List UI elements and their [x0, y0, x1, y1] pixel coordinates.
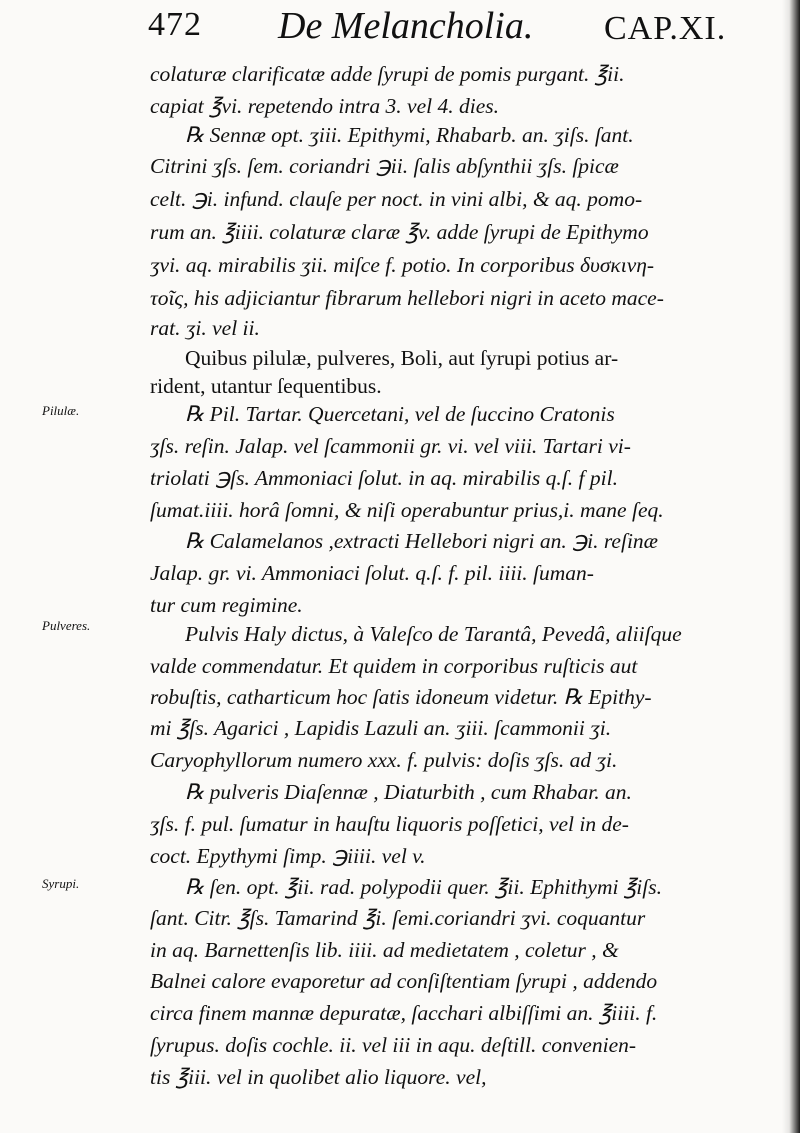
text-line: rum an. ℥iiii. colaturæ claræ ℥v. adde ſyrupi de Epithymo	[150, 220, 649, 244]
text-line: ℞ ſen. opt. ℥ii. rad. polypodii quer. ℥ii. Ephithymi ℥iſs.	[185, 875, 662, 899]
text-line: coct. Epythymi ſimp. ℈iiii. vel v.	[150, 844, 426, 868]
running-title: De Melancholia.	[278, 5, 534, 47]
text-line: ʒvi. aq. mirabilis ʒii. miſce f. potio. In corporibus δυσκινη-	[150, 253, 655, 277]
text-line: Caryophyllorum numero xxx. f. pulvis: doſis ʒſs. ad ʒi.	[150, 748, 618, 772]
margin-note-pulveres: Pulveres.	[42, 618, 91, 633]
page-edge-shadow	[782, 0, 800, 1133]
page-header	[148, 4, 748, 52]
text-line: tis ℥iii. vel in quolibet alio liquore. vel,	[150, 1065, 487, 1089]
text-line: ʒſs. reſin. Jalap. vel ſcammonii gr. vi. vel viii. Tartari vi-	[150, 434, 631, 458]
text-line: robuſtis, catharticum hoc ſatis idoneum videtur. ℞ Epithy-	[150, 685, 652, 709]
text-line: colaturæ clarificatæ adde ſyrupi de pomis purgant. ℥ii.	[150, 62, 625, 86]
text-line: Quibus pilulæ, pulveres, Boli, aut ſyrupi potius ar-	[185, 346, 619, 370]
text-line: Citrini ʒſs. ſem. coriandri ℈ii. ſalis abſynthii ʒſs. ſpicæ	[150, 154, 619, 178]
text-line: Balnei calore evaporetur ad conſiſtentiam ſyrupi , addendo	[150, 969, 658, 993]
text-line: ſumat.iiii. horâ ſomni, & niſi operabuntur prius,i. mane ſeq.	[150, 498, 664, 522]
text-line: ℞ Pil. Tartar. Quercetani, vel de ſuccino Cratonis	[185, 402, 615, 426]
text-line: ſyrupus. doſis cochle. ii. vel iii in aqu. deſtill. convenien-	[150, 1033, 637, 1057]
text-line: τοῖς, his adjiciantur fibrarum hellebori nigri in aceto mace-	[150, 286, 664, 310]
page-number: 472	[148, 6, 202, 43]
text-line: celt. ℈i. infund. clauſe per noct. in vini albi, & aq. pomo-	[150, 187, 643, 211]
text-line: ℞ pulveris Diaſennæ , Diaturbith , cum Rhabar. an.	[185, 780, 632, 804]
text-line: in aq. Barnettenſis lib. iiii. ad medietatem , coletur , &	[150, 938, 619, 962]
margin-note-pilulae: Pilulæ.	[42, 403, 80, 418]
text-line: ſant. Citr. ℥ſs. Tamarind ℥i. ſemi.coriandri ʒvi. coquantur	[150, 906, 646, 930]
text-line: ℞ Calamelanos ,extracti Hellebori nigri an. ℈i. reſinæ	[185, 529, 659, 553]
margin-note-syrupi: Syrupi.	[42, 876, 80, 891]
chapter-heading: CAP.XI.	[604, 10, 727, 47]
text-line: Pulvis Haly dictus, à Valeſco de Tarantâ, Pevedâ, aliiſque	[185, 622, 682, 646]
text-line: valde commendatur. Et quidem in corporibus ruſticis aut	[150, 654, 638, 678]
text-line: triolati ℈ſs. Ammoniaci ſolut. in aq. mirabilis q.ſ. f pil.	[150, 466, 618, 490]
text-line: rat. ʒi. vel ii.	[150, 316, 260, 340]
text-line: Jalap. gr. vi. Ammoniaci ſolut. q.ſ. f. pil. iiii. ſuman-	[150, 561, 594, 585]
text-line: tur cum regimine.	[150, 593, 303, 617]
text-line: capiat ℥vi. repetendo intra 3. vel 4. dies.	[150, 94, 499, 118]
text-line: mi ℥ſs. Agarici , Lapidis Lazuli an. ʒiii. ſcammonii ʒi.	[150, 716, 612, 740]
text-line: rident, utantur ſequentibus.	[150, 374, 382, 398]
text-line: ʒſs. f. pul. ſumatur in hauſtu liquoris poſſetici, vel in de-	[150, 812, 629, 836]
text-line: ℞ Sennæ opt. ʒiii. Epithymi, Rhabarb. an. ʒiſs. ſant.	[185, 123, 634, 147]
text-line: circa finem mannæ depuratæ, ſacchari albiſſimi an. ℥iiii. f.	[150, 1001, 658, 1025]
